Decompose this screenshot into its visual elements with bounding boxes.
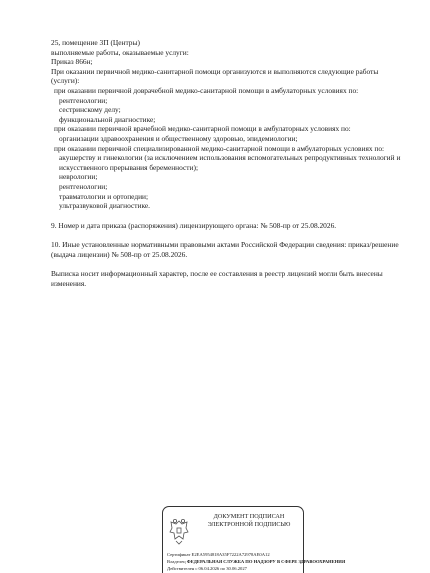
service-item: ультразвуковой диагностике. [59,201,151,211]
service-item: организации здравоохранения и общественному здоровью, эпидемиологии; [59,133,298,143]
service-item: неврологии; [59,172,98,182]
document-body [51,38,406,289]
service-item: рентгенологии; [59,95,108,105]
service-item: функциональной диагностике; [59,114,156,124]
certificate-number: E2EA5954818A35F7222A72978AE0A12 [191,552,270,557]
owner-label: Владелец [167,559,186,564]
service-item: акушерству и гинекологии (за исключением использования вспомогательных репродуктивных технологий и искусственного прерывания беременности); [59,153,401,172]
doctor-care-heading: при оказании первичной врачебной медико-санитарной помощи в амбулаторных условиях по: [54,124,351,134]
service-item: рентгенологии; [59,181,108,191]
item-9: 9. Номер и дата приказа (распоряжения) лицензирующего органа: № 508-пр от 25.08.2026. [51,220,337,230]
service-item: сестринскому делу; [59,105,121,115]
coat-of-arms-icon [167,517,191,547]
certificate-info [167,551,346,572]
certificate-label: Сертификат [167,552,191,557]
stamp-title: ДОКУМЕНТ ПОДПИСАН ЭЛЕКТРОННОЙ ПОДПИСЬЮ [207,513,291,528]
electronic-signature-stamp [162,506,346,573]
address-line: 25, помещение 3П (Центры) [51,38,140,47]
owner-name: ФЕДЕРАЛЬНАЯ СЛУЖБА ПО НАДЗОРУ В СФЕРЕ ЗДРАВООХРАНЕНИЯ [186,559,346,564]
primary-care-intro: При оказании первичной медико-санитарной помощи организуются и выполняются следующие работы (услуги): [51,66,379,86]
works-heading: выполняемые работы, оказываемые услуги: [51,47,189,57]
specialized-care-heading: при оказании первичной специализированной медико-санитарной помощи в амбулаторных условиях по: [54,143,385,153]
disclaimer-note: Выписка носит информационный характер, после ее составления в реестр лицензий могли быть внесены изменения. [51,269,383,289]
order-reference: Приказ 866н; [51,57,93,67]
validity-period: Действителен с 06.04.2026 по 30.06.2027 [167,566,247,571]
prehospital-care-heading: при оказании первичной доврачебной медико-санитарной помощи в амбулаторных условиях по: [54,85,359,95]
item-10: 10. Иные установленные нормативными правовыми актами Российской Федерации сведения: приказ/решение (выдача лицензии) № 508-пр от 25.08.2026. [51,240,399,259]
service-item: травматологии и ортопедии; [59,191,149,201]
